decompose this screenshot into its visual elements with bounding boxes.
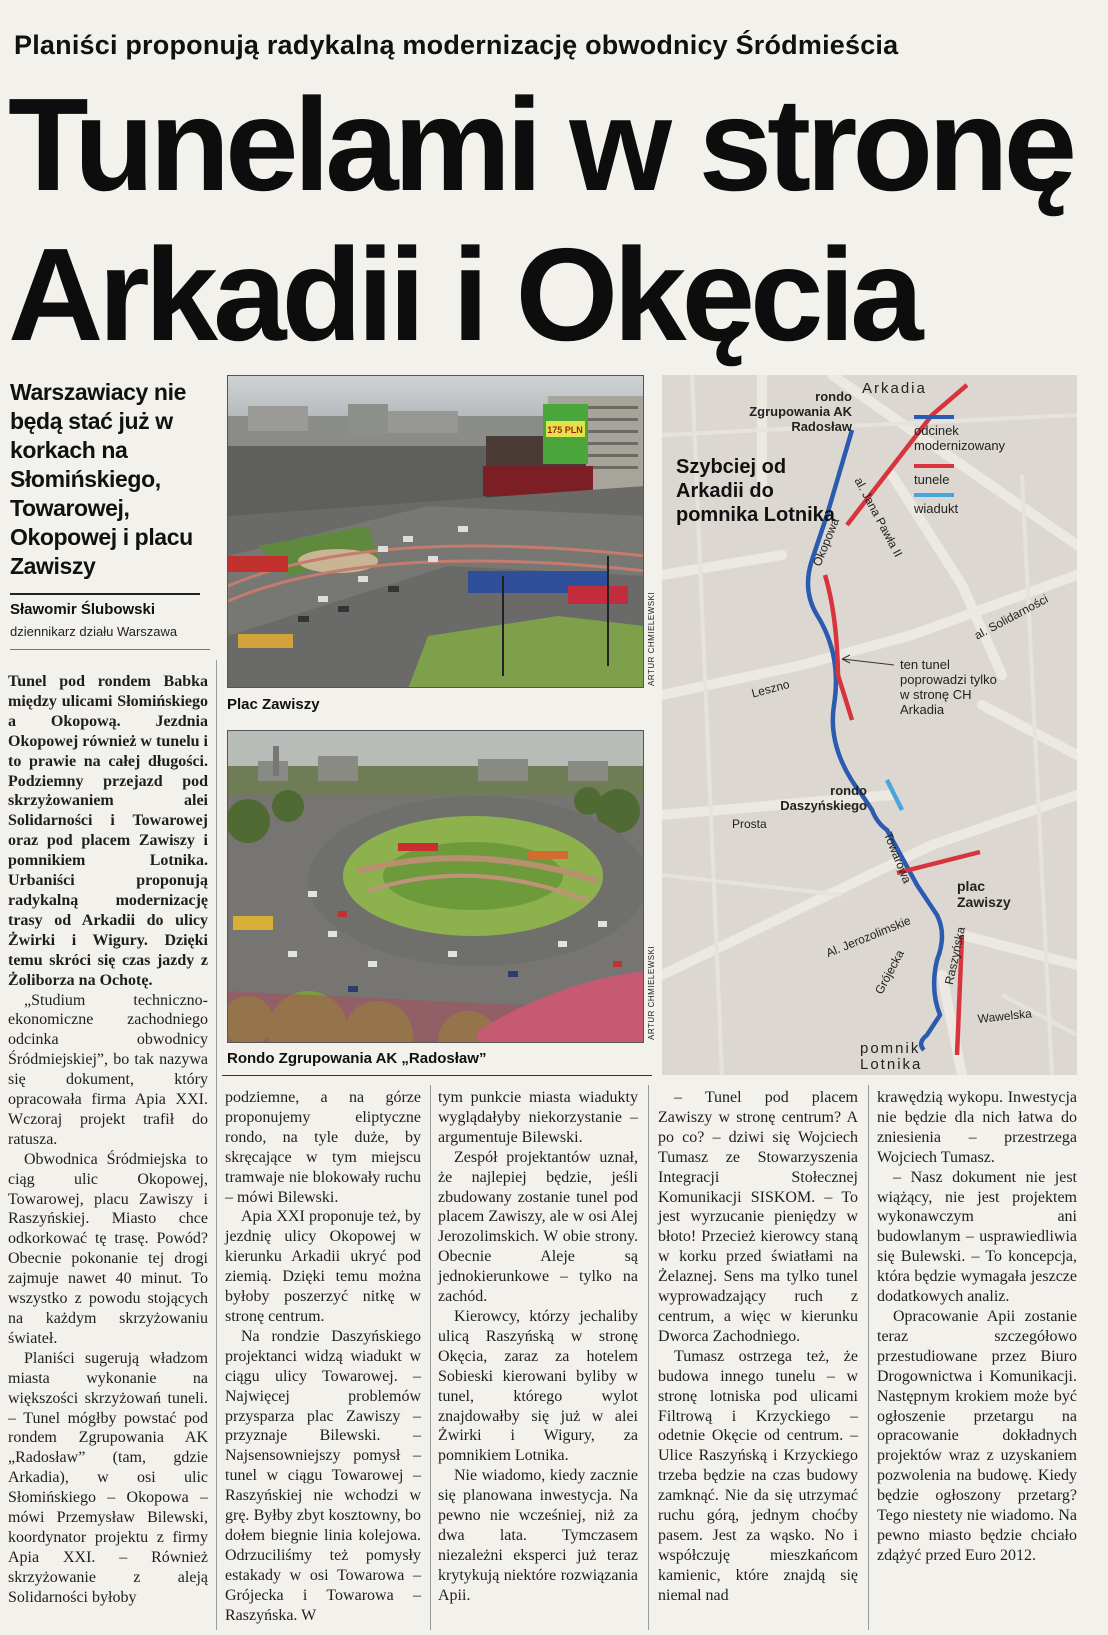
- map-label-prosta: Prosta: [732, 817, 767, 831]
- article-headline: [8, 70, 1073, 370]
- map-label-wawelska: Wawelska: [977, 1006, 1033, 1026]
- paragraph-c2-2: Apia XXI proponuje też, by jezdnię ulicy Okopowej w kierunku Arkadii ukryć pod ziemią. Dzięki temu można byłoby poszerzyć nitkę w stronę centrum.: [225, 1208, 421, 1325]
- photo-plac-zawiszy: [227, 375, 644, 688]
- legend-swatch-viaduct: [914, 493, 954, 497]
- headline-line-1: Tunelami w stronę: [8, 71, 1073, 218]
- map-label-rondo-radoslaw: rondo Zgrupowania AK Radosław: [749, 389, 852, 434]
- legend-label-viaduct: wiadukt: [914, 501, 959, 516]
- map-label-leszno: Leszno: [750, 676, 792, 701]
- map-label-okopowa: Okopowa: [810, 515, 842, 569]
- rondo-illustration: [228, 731, 644, 1043]
- paragraph-c4-2: Tumasz ostrzega też, że budowa innego tunelu – w stronę lotniska pod ulicami Filtrową i Krzyckiego – odetnie Okęcie od centrum. – Ulice Raszyńską i Krzyckiego trzeba będzie na czas budowy zamknąć. Nie da się utrzymać ruchu górą, jednym choćby pasem. Jest za wąsko. No i współczuję mieszkańcom kamienic, które znajdą się niemal nad: [658, 1347, 858, 1604]
- headline-line-2: Arkadii i Okęcia: [8, 221, 919, 368]
- caption-rule: [222, 1075, 652, 1076]
- map-label-solidarnosci: al. Solidarności: [972, 591, 1051, 643]
- column-divider-4: [868, 1085, 869, 1630]
- map-title: Szybciej od Arkadii do pomnika Lotnika: [676, 456, 835, 526]
- column-divider-3: [648, 1085, 649, 1630]
- plac-zawiszy-illustration: [228, 376, 644, 688]
- legend-label-modernized: odcinek modernizowany: [914, 423, 1006, 453]
- map-label-pomnik: pomnik: [860, 1040, 921, 1057]
- legend-swatch-tunnels: [914, 464, 954, 468]
- article-lead: Warszawiacy nie będą stać już w korkach na Słomińskiego, Towarowej, Okopowej i placu Zawiszy: [10, 379, 193, 579]
- map-label-raszynska: Raszyńska: [942, 925, 968, 986]
- paragraph-c5-1: krawędzią wykopu. Inwestycja nie będzie dla nich łatwa do zniesienia – przestrzega Wojciech Tumasz.: [877, 1089, 1077, 1166]
- author-name: Sławomir Ślubowski: [10, 601, 156, 618]
- photo-caption-2: Rondo Zgrupowania AK „Radosław”: [227, 1050, 487, 1067]
- text-column-3: [438, 1088, 638, 1606]
- legend-label-tunnels: tunele: [914, 472, 950, 487]
- billboard-price: 175 PLN: [547, 425, 583, 435]
- paragraph-c3-1: tym punkcie miasta wiadukty wyglądałyby niekorzystanie – argumentuje Bilewski.: [438, 1089, 638, 1146]
- photo-credit-1: ARTUR CHMIELEWSKI: [647, 591, 656, 686]
- article-kicker: Planiści proponują radykalną modernizację obwodnicy Śródmieścia: [14, 30, 899, 60]
- legend-swatch-modernized: [914, 415, 954, 419]
- author-role: dziennikarz działu Warszawa: [10, 624, 178, 639]
- paragraph-c1-1: „Studium techniczno-ekonomiczne zachodniego odcinka obwodnicy Śródmiejskiej”, bo tak nazywa się dokument, który opracowała firma Apia XXI. Wczoraj projekt trafił do ratusza.: [8, 991, 208, 1148]
- article-intro: Tunel pod rondem Babka między ulicami Słomińskiego a Okopową. Jezdnia Okopowej również w tunelu i to prawie na całej długości. Podziemny przejazd pod skrzyżowaniem alei Solidarności i Towarowej oraz pod placem Zawiszy i pomnikiem Lotnika. Urbaniści proponują radykalną modernizację trasy od Arkadii do ulicy Żwirki i Wigury. Dzięki temu skróci się czas jazdy z Żoliborza na Ochotę.: [8, 673, 208, 989]
- paragraph-c1-3: Planiści sugerują władzom miasta wykonanie na większości skrzyżowań tuneli. – Tunel mógłby powstać pod rondem Zgrupowania AK „Radosław” (tam, gdzie Arkadia), w osi ulic Słomińskiego – Okopowa – mówi Przemysław Bilewski, koordynator projektu z firmy Apia XXI. – Również skrzyżowanie z aleją Solidarności byłoby: [8, 1349, 208, 1606]
- map-label-towarowa: Towarowa: [881, 830, 915, 886]
- paragraph-c3-2: Zespół projektantów uznał, że najlepiej będzie, jeśli zbudowany zostanie tunel pod placem Zawiszy, ale w osi Alej Jerozolimskich. W obie strony. Obecnie Aleje są jednokierunkowe – tylko na zachód.: [438, 1148, 638, 1306]
- text-column-2: [225, 1088, 421, 1625]
- map-label-tunnel-note: ten tunel poprowadzi tylko w stronę CH Arkadia: [900, 657, 997, 717]
- column-divider-1: [216, 660, 217, 1630]
- paragraph-c5-3: Opracowanie Apii zostanie teraz szczegółowo przestudiowane przez Biuro Drogownictwa i Komunikacji. Następnym krokiem może być ogłoszenie przetargu na opracowanie dokładnych projektów wraz z uzyskaniem pozwolenia na budowę. Kiedy będzie ogłoszony przetarg? Tego niestety nie wiadomo. Na pewno miasto będzie chciało zdążyć przed Euro 2012.: [877, 1307, 1077, 1564]
- column-divider-2: [430, 1085, 431, 1630]
- text-column-1: [8, 672, 208, 1608]
- photo-credit-2: ARTUR CHMIELEWSKI: [647, 945, 656, 1040]
- paragraph-c3-4: Nie wiadomo, kiedy zacznie się planowana inwestycja. Na pewno nie wcześniej, niż za dwa lata. Tymczasem niezależni eksperci już teraz krytykują niektóre rozwiązania Apii.: [438, 1467, 638, 1604]
- map-label-arkadia: Arkadia: [862, 380, 927, 397]
- paragraph-c2-1: podziemne, a na górze proponujemy eliptyczne rondo, na tyle duże, by skręcające w tym miejscu tramwaje nie blokowały ruchu – mówi Bilewski.: [225, 1089, 421, 1206]
- byline-divider: [10, 593, 200, 595]
- map-label-lotnika: Lotnika: [860, 1056, 923, 1073]
- paragraph-c3-3: Kierowcy, którzy jechaliby ulicą Raszyńską w stronę Okęcia, zaraz za hotelem Sobieski kierowani byliby w tunel, którego wylot znajdowałby się już w alei Żwirki i Wigury, za pomnikiem Lotnika.: [438, 1307, 638, 1465]
- route-map: [662, 375, 1077, 1075]
- paragraph-c2-3: Na rondzie Daszyńskiego projektanci widzą wiadukt w ciągu ulicy Towarowej. – Najwięcej problemów przysparza plac Zawiszy – przyznaje Bilewski. – Najsensowniejszy pomysł – tunel w ciągu Towarowej – Raszyńskiej nie wchodzi w grę. Byłby zbyt kosztowny, bo dołem biegnie linia kolejowa. Odrzuciliśmy też pomysły estakady w osi Towarowa – Grójecka i Towarowa – Raszyńska. W: [225, 1327, 421, 1624]
- map-label-plac-zawiszy: plac Zawiszy: [957, 878, 1011, 910]
- map-label-grojecka: Grójecka: [872, 947, 907, 997]
- text-column-5: [877, 1088, 1077, 1566]
- text-column-4: [658, 1088, 858, 1606]
- paragraph-c1-2: Obwodnica Śródmiejska to ciąg ulic Okopowej, Towarowej, placu Zawiszy i Raszyńskiej. Miasto chce odkorkować tę trasę. Powód? Obecnie pokonanie tej drogi zajmuje nawet 40 minut. To wszystko z powodu stojących na każdym skrzyżowaniu świateł.: [8, 1150, 208, 1347]
- map-label-jerozolimskie: Al. Jerozolimskie: [824, 913, 913, 960]
- byline-divider-2: [10, 649, 210, 650]
- photo-caption-1: Plac Zawiszy: [227, 696, 320, 713]
- map-label-rondo-daszynskiego: rondo Daszyńskiego: [780, 783, 867, 813]
- paragraph-c4-1: – Tunel pod placem Zawiszy w stronę centrum? A po co? – dziwi się Wojciech Tumasz ze Stowarzyszenia Integracji Stołecznej Komunikacji SISKOM. – To jest wyrzucanie pieniędzy w błoto! Przecież kierowcy staną w korku przed światłami na Żelaznej. Sens ma tylko tunel wyprowadzający ruch z centrum, a więc w kierunku Dworca Zachodniego.: [658, 1089, 858, 1345]
- map-label-jana-pawla: al. Jana Pawła II: [851, 475, 906, 560]
- lead-block: [10, 378, 210, 650]
- photo-rondo-radoslaw: [227, 730, 644, 1043]
- paragraph-c5-2: – Nasz dokument nie jest wiążący, nie jest projektem wykonawczym ani budowlanym – usprawiedliwia się Bulewski. – To koncepcja, która będzie wymagała jeszcze dodatkowych analiz.: [877, 1168, 1077, 1306]
